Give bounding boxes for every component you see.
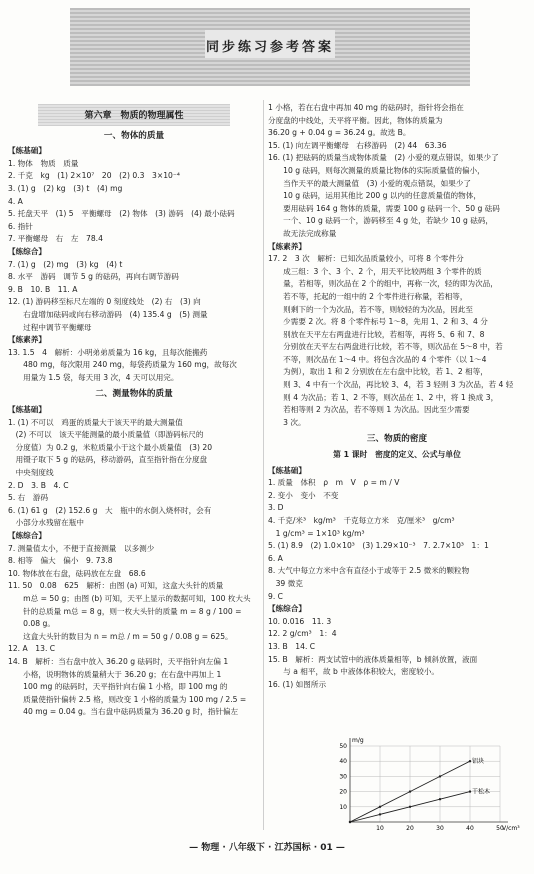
left-line-4: 2. 千克 kg (1) 2×10⁷ 20 (2) 0.3 3×10⁻⁴ xyxy=(8,171,180,181)
left-line-40: 这盒大头针的数目为 n = m总 / m = 50 g / 0.08 g = 625。 xyxy=(8,631,233,641)
right-line-3: 15. (1) 向左调平衡螺母 右移游码 (2) 44 63.36 xyxy=(268,140,447,150)
left-line-34: 8. 相等 偏大 偏小 9. 73.8 xyxy=(8,556,113,566)
y-tick-label-2: 30 xyxy=(339,773,347,781)
left-line-38: 针的总质量 m总 = 8 g，则一枚大头针的质量 m = 8 g / 100 = xyxy=(8,606,242,616)
right-line-38: 9. C xyxy=(268,591,283,601)
left-line-7: 5. 托盘天平 (1) 5 平衡螺母 (2) 物体 (3) 游码 (4) 最小砝码 xyxy=(8,209,235,219)
column-divider xyxy=(263,100,264,830)
right-line-40: 10. 0.016 11. 3 xyxy=(268,616,332,626)
right-line-0: 1 小格，若在右盘中再加 40 mg 的砝码时，指针将会指在 xyxy=(268,103,464,112)
right-line-23: 则 4 为次品；若 1、2 不等，则次品在 1、2 中，将 1 换成 3， xyxy=(268,392,499,402)
left-line-36: 11. 50 0.08 625 解析：由图 (a) 可知，这盒大头针的质量 xyxy=(8,581,224,591)
series-0-point-1 xyxy=(379,806,381,808)
series-0-point-2 xyxy=(409,790,411,792)
left-line-3: 1. 物体 物质 质量 xyxy=(8,158,79,168)
right-line-29: 1. 质量 体积 ρ m V ρ = m / V xyxy=(268,478,400,488)
left-column xyxy=(8,102,260,719)
right-line-16: 则剩下的一个为次品，若不等，则较轻的为次品，因此至 xyxy=(268,304,474,314)
left-line-46: 40 mg = 0.04 g。当右盘中砝码质量为 36.20 g 时，指针偏左 xyxy=(8,707,239,717)
right-line-43: 15. B 解析：两支试管中的液体质量相等，b 倾斜放置，液面 xyxy=(268,654,478,664)
right-line-45: 16. (1) 如图所示 xyxy=(268,679,327,689)
page-footer: — 物理 · 八年级下 · 江苏国标 · 01 — xyxy=(189,843,345,853)
right-line-14: 量，若相等，则次品在 2 个的组中，再称一次，轻的即为次品， xyxy=(268,279,498,289)
y-tick-label-4: 50 xyxy=(339,743,347,750)
right-line-18: 别放在天平左右两盘进行比较，若相等，再将 5、6 和 7、8 xyxy=(268,329,485,339)
series-1-point-1 xyxy=(379,813,381,815)
left-line-9: 7. 平衡螺母 右 左 78.4 xyxy=(8,234,103,244)
left-sub-32: 【练综合】 xyxy=(8,531,46,540)
right-line-24: 若相等则 2 为次品，若不等则 1 为次品。因此至少需要 xyxy=(268,405,470,415)
right-line-33: 1 g/cm³ = 1×10³ kg/m³ xyxy=(268,528,365,538)
right-line-7: 10 g 砝码，运用其他比 200 g 以内的任意质量值的物体， xyxy=(268,191,481,201)
series-label-1: 干松木 xyxy=(472,788,491,796)
series-0-point-4 xyxy=(469,760,471,762)
left-line-29: 5. 右 游码 xyxy=(8,493,49,503)
right-line-19: 分别放在天平左右两盘进行比较，若不等，则次品在 5～8 中，若 xyxy=(268,342,503,352)
right-line-20: 不等，则次品在 1～4 中。将包含次品的 4 个零件（以 1～4 xyxy=(268,354,487,364)
series-label-0: 铝块 xyxy=(472,758,485,766)
left-line-37: m总 = 50 g；由图 (b) 可知，天平上显示的数据可知，100 枚大头 xyxy=(8,593,251,603)
left-line-30: 6. (1) 61 g (2) 152.6 g 大 瓶中的水倒入烧杯时，会有 xyxy=(8,505,212,515)
left-line-26: 用镊子取下 5 g 的砝码，移动游码，直至指针指在分度盘 xyxy=(8,455,208,465)
left-sub-17: 【练素养】 xyxy=(8,335,46,345)
right-line-42: 13. B 14. C xyxy=(268,641,316,651)
right-line-8: 要用砝码 164 g 物体的质量，需要 100 g 砝码一个、50 g 砝码 xyxy=(268,203,500,213)
title-banner xyxy=(70,8,470,86)
left-line-41: 12. A 13. C xyxy=(8,644,56,654)
right-line-9: 一个、10 g 砝码一个，游码移至 4 g 处，若缺少 10 g 砝码， xyxy=(268,216,493,226)
x-tick-label-4: 50 xyxy=(496,825,504,832)
left-line-28: 2. D 3. B 4. C xyxy=(8,480,69,490)
right-line-17: 少需要 2 次。将 8 个零件标号 1～8，先用 1、2 和 3、4 分 xyxy=(268,317,488,327)
right-line-25: 3 次。 xyxy=(268,417,306,427)
right-sub-39: 【练综合】 xyxy=(268,604,306,614)
left-line-27: 中央刻度线 xyxy=(8,468,54,478)
left-line-33: 7. 测量值太小，不便于直接测量 以多测少 xyxy=(8,543,155,553)
right-line-30: 2. 变小 变小 不变 xyxy=(268,490,339,500)
right-sub-11: 【练素养】 xyxy=(268,241,306,251)
right-line-31: 3. D xyxy=(268,503,284,513)
left-line-42: 14. B 解析：当右盘中放入 36.20 g 砝码时，天平指针向左偏 1 xyxy=(8,656,229,666)
left-line-25: 分度值）为 0.2 g，米粒质量小于这个最小质量值 (3) 20 xyxy=(8,442,213,452)
series-1-point-3 xyxy=(439,798,441,800)
x-tick-label-0: 10 xyxy=(376,825,384,832)
right-line-2: 36.20 g + 0.04 g = 36.24 g。故选 B。 xyxy=(268,128,411,138)
right-line-44: 与 a 相平，故 b 中液体体积较大，密度较小。 xyxy=(268,667,440,677)
series-1-point-4 xyxy=(469,790,471,792)
left-line-35: 10. 物体放在右盘，砝码放在左盘 68.6 xyxy=(8,568,146,578)
series-0-point-3 xyxy=(439,775,441,777)
left-line-6: 4. A xyxy=(8,196,23,206)
left-sub-10: 【练综合】 xyxy=(8,246,46,256)
mass-volume-chart xyxy=(320,734,520,834)
left-line-15: 右盘增加砝码或向右移动游码 (4) 135.4 g (5) 测量 xyxy=(8,309,208,319)
left-sec-21: 二、测量物体的质量 xyxy=(95,389,173,400)
left-line-23: 1. (1) 不可以 鸡蛋的质量大于该天平的最大测量值 xyxy=(8,417,183,427)
left-sec-1: 一、物体的质量 xyxy=(103,130,165,141)
right-line-13: 成三组：3 个、3 个、2 个，用天平比较两组 3 个零件的质 xyxy=(268,266,482,276)
right-line-22: 则 3、4 中有一个次品，再比较 3、4，若 3 轻则 3 为次品，若 4 轻 xyxy=(268,380,514,390)
right-line-4: 16. (1) 把砝码的质量当成物体质量 (2) 小爱的观点错误，如果少了 xyxy=(268,153,499,163)
page-title: 同步练习参考答案 xyxy=(205,40,334,55)
right-line-6: 当作天平的最大测量值 (3) 小爱的观点错误，如果少了 xyxy=(268,178,472,188)
left-line-44: 100 mg 的砝码时，天平指针向右偏 1 小格，即 100 mg 的 xyxy=(8,682,228,692)
left-line-14: 12. (1) 游码移至标尺左端的 0 刻度线处 (2) 右 (3) 向 xyxy=(8,297,201,307)
left-line-45: 质量使指针偏转 2.5 格，则改变 1 小格的质量为 100 mg / 2.5 = xyxy=(8,694,247,704)
left-line-12: 8. 水平 游码 调节 5 g 的砝码，再向右调节游码 xyxy=(8,272,179,282)
left-chapter-0: 第六章 物质的物理属性 xyxy=(38,104,230,126)
left-line-39: 0.08 g。 xyxy=(8,619,55,629)
right-line-15: 若不等，托起的一组中的 2 个零件进行称量，若相等， xyxy=(268,291,468,301)
x-tick-label-1: 20 xyxy=(406,825,414,832)
left-line-24: (2) 不可以 该天平能测量的最小质量值（即游码标尺的 xyxy=(8,430,204,440)
left-line-5: 3. (1) g (2) kg (3) t (4) mg xyxy=(8,183,123,193)
series-1-point-0 xyxy=(349,821,351,823)
y-axis-label: m/g xyxy=(352,737,364,744)
left-sub-22: 【练基础】 xyxy=(8,405,46,415)
left-line-13: 9. B 10. B 11. A xyxy=(8,284,78,294)
right-sub-28: 【练基础】 xyxy=(268,465,306,475)
right-column xyxy=(268,102,526,691)
left-line-19: 480 mg，每次限用 240 mg，每袋药质量为 160 mg，故每次 xyxy=(8,360,237,370)
right-line-5: 10 g 砝码，则每次测量的质量比物体的实际质量值的偏小， xyxy=(268,165,485,175)
left-line-18: 13. 1.5 4 解析：小明弟弟质量为 16 kg，且每次能搬药 xyxy=(8,347,208,357)
left-line-16: 过程中调节平衡螺母 xyxy=(8,322,92,332)
x-tick-label-3: 40 xyxy=(466,825,474,832)
left-line-11: 7. (1) g (2) mg (3) kg (4) t xyxy=(8,259,123,269)
x-axis-label: V/cm³ xyxy=(502,825,520,832)
series-1-point-2 xyxy=(409,806,411,808)
left-line-8: 6. 指针 xyxy=(8,221,33,231)
right-line-36: 8. 大气中每立方米中含有直径小于或等于 2.5 微米的颗粒物 xyxy=(268,566,470,576)
right-line-12: 17. 2 3 次 解析：已知次品质量较小，可将 8 个零件分 xyxy=(268,254,464,264)
right-line-41: 12. 2 g/cm³ 1：4 xyxy=(268,629,337,639)
right-line-34: 5. (1) 8.9 (2) 1.0×10³ (3) 1.29×10⁻³ 7. 2.7×10³ 1：1 xyxy=(268,541,489,551)
right-line-37: 39 微克 xyxy=(268,578,303,588)
right-lesson-27: 第 1 课时 密度的定义、公式与单位 xyxy=(333,450,461,460)
right-line-10: 故无法完成称量 xyxy=(268,228,337,238)
x-tick-label-2: 30 xyxy=(436,825,444,832)
right-line-21: 为例），取出 1 和 2 分别放在左右盘中比较，若 1、2 相等， xyxy=(268,367,488,377)
right-sec-26: 三、物质的密度 xyxy=(366,434,428,445)
left-sub-2: 【练基础】 xyxy=(8,146,46,156)
y-tick-label-1: 20 xyxy=(339,788,347,796)
y-tick-label-3: 40 xyxy=(339,758,347,766)
left-line-43: 小格，说明物体的质量稍大于 36.20 g；在右盘中再加上 1 xyxy=(8,669,222,679)
y-tick-label-0: 10 xyxy=(339,803,347,811)
right-line-35: 6. A xyxy=(268,553,283,563)
left-line-20: 用量为 1.5 袋，每天用 3 次，4 天可以用完。 xyxy=(8,372,179,382)
right-line-32: 4. 千克/米³ kg/m³ 千克每立方米 克/厘米³ g/cm³ xyxy=(268,516,455,525)
right-line-1: 分度盘的中线处，天平将平衡。因此，物体的质量为 xyxy=(268,115,443,125)
left-line-31: 小部分水残留在瓶中 xyxy=(8,518,84,528)
